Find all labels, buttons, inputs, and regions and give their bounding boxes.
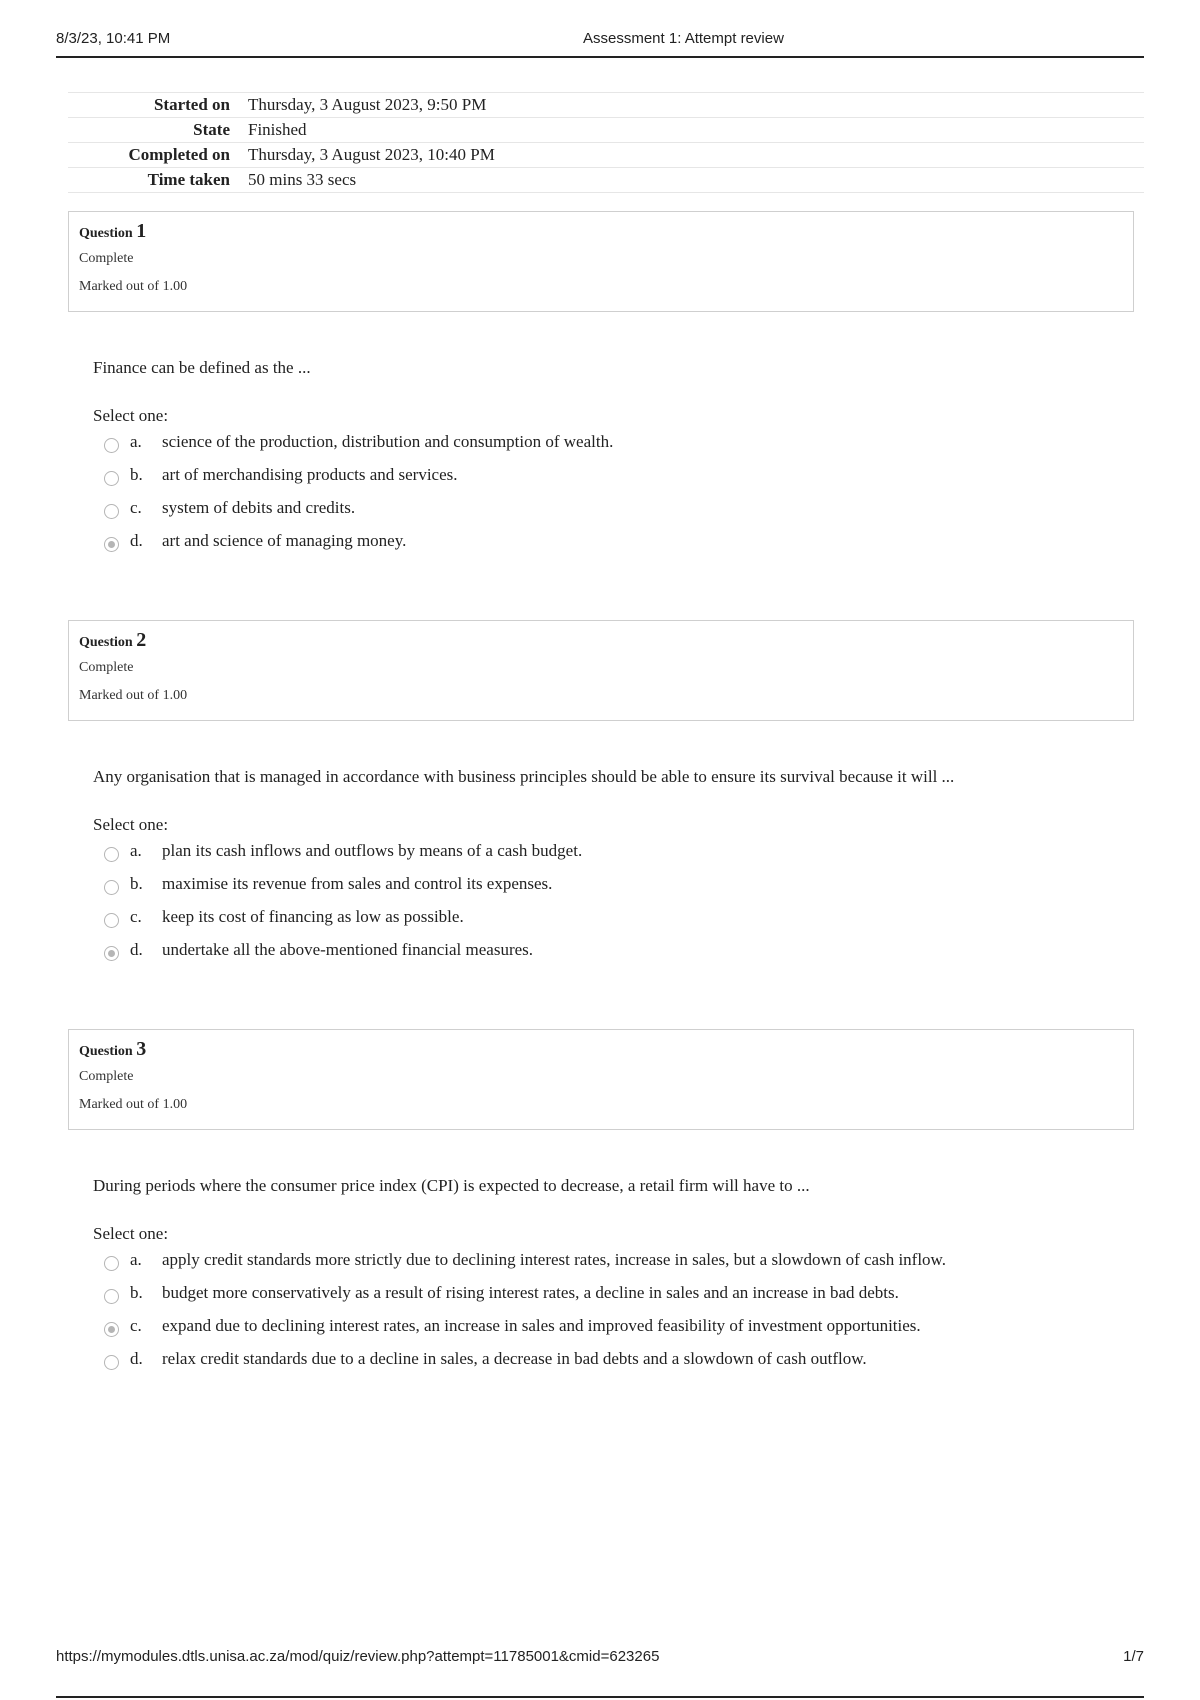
summary-row [68,118,1144,143]
print-footer [56,1642,1144,1698]
question-label: Question [79,226,133,241]
answer-option[interactable] [104,465,1144,498]
summary-value: 50 mins 33 secs [248,170,357,189]
print-header [56,28,1144,58]
page-url: https://mymodules.dtls.unisa.ac.za/mod/quiz/review.php?attempt=11785001&cmid=623265 [56,1648,660,1665]
summary-label: State [193,120,230,139]
question-state: Complete [79,1069,134,1084]
question-label: Question [79,1044,133,1059]
answer-option[interactable] [104,1283,1144,1316]
radio-button[interactable] [104,1289,119,1304]
question-state: Complete [79,251,134,266]
radio-button[interactable] [104,1256,119,1271]
question-number-value: 3 [136,1038,147,1060]
print-date: 8/3/23, 10:41 PM [56,30,171,47]
option-text: undertake all the above-mentioned financial measures. [162,940,534,959]
option-text: keep its cost of financing as low as possible. [162,907,464,926]
answer-option[interactable] [104,940,1144,973]
summary-value: Finished [248,120,307,139]
question-2-info [68,620,1134,721]
option-text: art of merchandising products and services. [162,465,458,484]
question-1-prompt: Select one: [93,406,169,425]
answer-option[interactable] [104,1349,1144,1382]
radio-button[interactable] [104,504,119,519]
option-letter: a. [130,432,142,451]
radio-button-selected[interactable] [104,946,119,961]
attempt-summary-table [68,92,1144,193]
radio-button[interactable] [104,438,119,453]
option-letter: a. [130,841,142,860]
question-2-text: Any organisation that is managed in accordance with business principles should be able to ensure its survival because it will ... [93,767,955,786]
radio-button[interactable] [104,847,119,862]
option-text: relax credit standards due to a decline in sales, a decrease in bad debts and a slowdown of cash outflow. [162,1349,867,1368]
summary-row [68,93,1144,118]
option-letter: b. [130,465,143,484]
question-grade: Marked out of 1.00 [79,279,188,294]
radio-button[interactable] [104,913,119,928]
option-letter: c. [130,498,142,517]
option-text: art and science of managing money. [162,531,407,550]
summary-value: Thursday, 3 August 2023, 9:50 PM [248,95,487,114]
answer-option[interactable] [104,874,1144,907]
answer-option[interactable] [104,498,1144,531]
radio-button[interactable] [104,471,119,486]
question-grade: Marked out of 1.00 [79,1097,188,1112]
answer-option[interactable] [104,907,1144,940]
summary-label: Completed on [128,145,230,164]
question-1-answers [104,432,1144,564]
question-number [79,629,1133,652]
question-3-text: During periods where the consumer price index (CPI) is expected to decrease, a retail firm will have to ... [93,1176,810,1195]
option-text: plan its cash inflows and outflows by means of a cash budget. [162,841,583,860]
radio-button[interactable] [104,880,119,895]
option-letter: d. [130,940,143,959]
question-1-text: Finance can be defined as the ... [93,358,311,377]
page-number: 1/7 [1123,1648,1144,1665]
option-letter: b. [130,874,143,893]
question-state: Complete [79,660,134,675]
option-text: budget more conservatively as a result of rising interest rates, a decline in sales and an increase in bad debts. [162,1283,899,1302]
question-number-value: 2 [136,629,147,651]
question-3-info [68,1029,1134,1130]
summary-value: Thursday, 3 August 2023, 10:40 PM [248,145,495,164]
question-2-prompt: Select one: [93,815,169,834]
option-letter: a. [130,1250,142,1269]
answer-option[interactable] [104,432,1144,465]
option-letter: b. [130,1283,143,1302]
radio-button-selected[interactable] [104,537,119,552]
answer-option[interactable] [104,1316,1144,1349]
question-3-answers [104,1250,1144,1382]
option-text: science of the production, distribution and consumption of wealth. [162,432,614,451]
option-text: expand due to declining interest rates, an increase in sales and improved feasibility of investment opportunities. [162,1316,921,1335]
option-text: apply credit standards more strictly due to declining interest rates, increase in sales, but a slowdown of cash inflow. [162,1250,946,1269]
summary-row [68,143,1144,168]
option-letter: c. [130,907,142,926]
summary-label: Time taken [147,170,230,189]
question-3-prompt: Select one: [93,1224,169,1243]
question-label: Question [79,635,133,650]
question-1-info [68,211,1134,312]
question-grade: Marked out of 1.00 [79,688,188,703]
summary-label: Started on [153,95,230,114]
summary-row [68,168,1144,193]
answer-option[interactable] [104,841,1144,874]
question-number [79,220,1133,243]
option-letter: c. [130,1316,142,1335]
question-2-answers [104,841,1144,973]
radio-button[interactable] [104,1355,119,1370]
question-number-value: 1 [136,220,147,242]
answer-option[interactable] [104,531,1144,564]
question-number [79,1038,1133,1061]
option-text: maximise its revenue from sales and control its expenses. [162,874,553,893]
option-letter: d. [130,531,143,550]
page-title: Assessment 1: Attempt review [583,30,784,47]
option-letter: d. [130,1349,143,1368]
radio-button-selected[interactable] [104,1322,119,1337]
option-text: system of debits and credits. [162,498,356,517]
answer-option[interactable] [104,1250,1144,1283]
